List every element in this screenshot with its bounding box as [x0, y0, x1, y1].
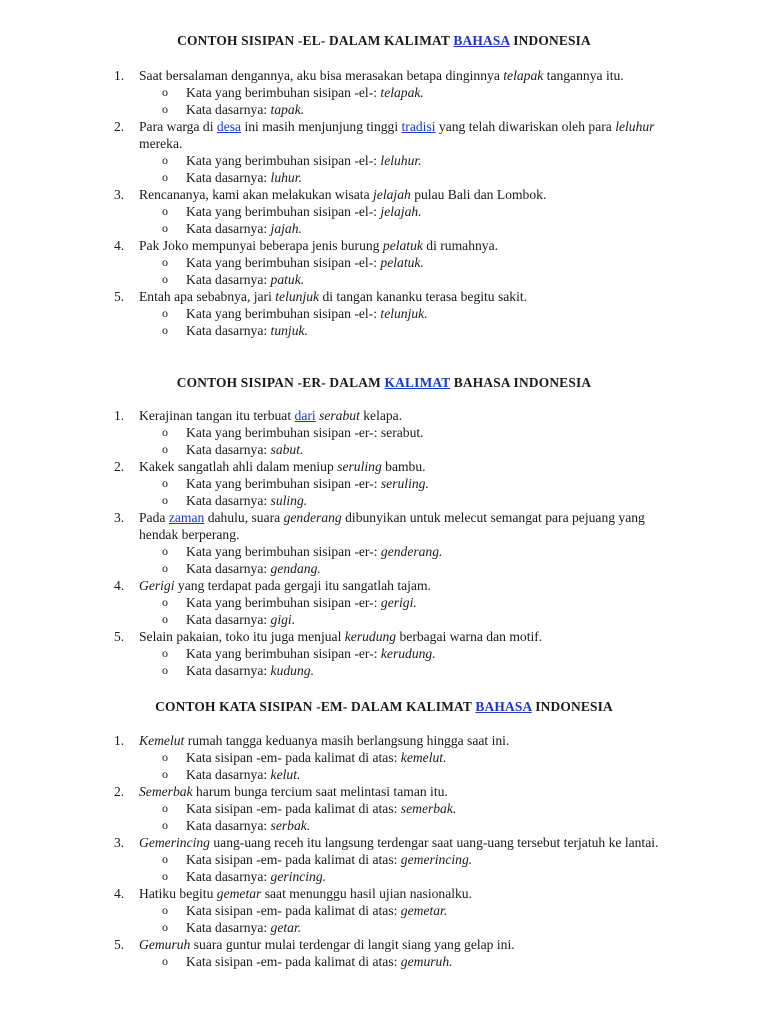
text-run: Kata yang berimbuhan sisipan -er-: [186, 595, 381, 610]
example-sentence [139, 237, 676, 254]
text-run: di rumahnya. [422, 238, 499, 253]
text-run: yang terdapat pada gergaji itu sangatlah tajam. [174, 578, 431, 593]
sub-item [139, 868, 676, 885]
section-heading-el [0, 32, 768, 49]
sub-item [139, 902, 676, 919]
italic-term: tapak. [270, 102, 305, 117]
sub-item [139, 271, 676, 288]
text-run: suara guntur mulai terdengar di langit siang yang gelap ini. [190, 937, 515, 952]
example-sentence [139, 885, 676, 902]
circle-bullet-icon: o [162, 170, 168, 184]
example-sentence [139, 407, 676, 424]
text-run: bambu. [381, 459, 426, 474]
italic-term: pelatuk [382, 238, 423, 253]
text-run: Rencananya, kami akan melakukan wisata [139, 187, 374, 202]
heading-text: CONTOH SISIPAN -ER- DALAM [176, 375, 385, 390]
text-run: rumah tangga keduanya masih berlangsung hingga saat ini. [184, 733, 510, 748]
inline-link[interactable]: dari [294, 408, 316, 423]
sub-list [139, 953, 676, 970]
italic-term: suling. [270, 493, 308, 508]
circle-bullet-icon: o [162, 920, 168, 934]
item-number: 1. [114, 408, 125, 423]
text-run: uang-uang receh itu langsung terdengar saat uang-uang tersebut terjatuh ke lantai. [209, 835, 659, 850]
sub-item [139, 662, 676, 679]
circle-bullet-icon: o [162, 102, 168, 116]
text-run: Kata yang berimbuhan sisipan -el-: [186, 204, 381, 219]
italic-term: gerigi. [380, 595, 417, 610]
list-item [0, 577, 768, 628]
italic-term: gemetar. [400, 903, 448, 918]
item-number: 5. [114, 629, 125, 644]
circle-bullet-icon: o [162, 476, 168, 490]
heading-link-bahasa[interactable]: BAHASA [453, 33, 510, 48]
text-run: Kata dasarnya: [186, 561, 271, 576]
italic-term: telunjuk. [380, 306, 428, 321]
italic-term: Semerbak [139, 784, 193, 799]
text-run: Kata dasarnya: [186, 612, 271, 627]
item-number: 3. [114, 835, 125, 850]
circle-bullet-icon: o [162, 646, 168, 660]
sub-list [139, 800, 676, 834]
example-sentence [139, 509, 676, 543]
text-run: Kata dasarnya: [186, 818, 271, 833]
circle-bullet-icon: o [162, 221, 168, 235]
italic-term: gendang. [270, 561, 321, 576]
circle-bullet-icon: o [162, 544, 168, 558]
text-run: Kata dasarnya: [186, 170, 271, 185]
item-number: 4. [114, 238, 125, 253]
sub-item [139, 441, 676, 458]
text-run: Kata yang berimbuhan sisipan -el-: [186, 306, 381, 321]
italic-term: genderang. [380, 544, 443, 559]
italic-term: gemetar [216, 886, 262, 901]
example-sentence [139, 936, 676, 953]
section-heading-em [0, 698, 768, 715]
italic-term: genderang [283, 510, 342, 525]
italic-term: telunjuk [275, 289, 320, 304]
example-sentence [139, 783, 676, 800]
sub-item [139, 492, 676, 509]
circle-bullet-icon: o [162, 272, 168, 286]
italic-term: Gerigi [139, 578, 175, 593]
text-run: Pada [139, 510, 169, 525]
sub-item [139, 169, 676, 186]
text-run: Kata dasarnya: [186, 221, 271, 236]
italic-term: telapak. [380, 85, 424, 100]
circle-bullet-icon: o [162, 255, 168, 269]
text-run: Selain pakaian, toko itu juga menjual [139, 629, 345, 644]
circle-bullet-icon: o [162, 425, 168, 439]
circle-bullet-icon: o [162, 801, 168, 815]
text-run: Kata dasarnya: [186, 663, 271, 678]
sub-item [139, 645, 676, 662]
sub-list [139, 254, 676, 288]
example-sentence [139, 834, 676, 851]
text-run: tangannya itu. [543, 68, 624, 83]
sub-item [139, 560, 676, 577]
inline-link[interactable]: tradisi [401, 119, 436, 134]
italic-term: pelatuk. [380, 255, 424, 270]
example-sentence [139, 186, 676, 203]
text-run: Kata yang berimbuhan sisipan -el-: [186, 153, 381, 168]
text-run: Kata sisipan -em- pada kalimat di atas: [186, 954, 401, 969]
italic-term: telapak [503, 68, 544, 83]
sub-list [139, 305, 676, 339]
item-number: 4. [114, 578, 125, 593]
text-run: yang telah diwariskan oleh para [435, 119, 616, 134]
circle-bullet-icon: o [162, 954, 168, 968]
example-sentence [139, 118, 676, 152]
text-run: kelapa. [359, 408, 403, 423]
italic-term: seruling. [380, 476, 429, 491]
circle-bullet-icon: o [162, 852, 168, 866]
list-item [0, 936, 768, 970]
sub-list [139, 475, 676, 509]
text-run: Kata dasarnya: [186, 442, 271, 457]
italic-term: kemelut. [400, 750, 447, 765]
heading-text: INDONESIA [531, 699, 613, 714]
item-number: 1. [114, 68, 125, 83]
list-item [0, 509, 768, 577]
sub-item [139, 953, 676, 970]
list-item [0, 67, 768, 118]
heading-link-kalimat[interactable]: KALIMAT [384, 375, 451, 390]
italic-term: seruling [337, 459, 382, 474]
italic-term: leluhur. [380, 153, 422, 168]
list-item [0, 834, 768, 885]
text-run: ini masih menjunjung tinggi [241, 119, 402, 134]
inline-link[interactable]: zaman [168, 510, 205, 525]
italic-term: tunjuk. [270, 323, 308, 338]
list-item [0, 732, 768, 783]
sub-list [139, 594, 676, 628]
circle-bullet-icon: o [162, 493, 168, 507]
sub-item [139, 152, 676, 169]
circle-bullet-icon: o [162, 612, 168, 626]
text-run: Kata dasarnya: [186, 493, 271, 508]
text-run: Kata dasarnya: [186, 920, 271, 935]
item-number: 1. [114, 733, 125, 748]
circle-bullet-icon: o [162, 85, 168, 99]
text-run: harum bunga tercium saat melintasi taman itu. [192, 784, 448, 799]
sub-item [139, 611, 676, 628]
circle-bullet-icon: o [162, 750, 168, 764]
text-run: saat menunggu hasil ujian nasionalku. [261, 886, 472, 901]
sub-item [139, 800, 676, 817]
section-heading-er [0, 374, 768, 391]
list-item [0, 885, 768, 936]
item-number: 4. [114, 886, 125, 901]
italic-term: patuk. [270, 272, 305, 287]
italic-term: gerincing. [270, 869, 327, 884]
heading-text: CONTOH SISIPAN -EL- DALAM KALIMAT [177, 33, 454, 48]
sub-list [139, 424, 676, 458]
example-sentence [139, 67, 676, 84]
list-item [0, 237, 768, 288]
text-run: dahulu, suara [204, 510, 284, 525]
sub-list [139, 749, 676, 783]
sub-item [139, 305, 676, 322]
text-run: Kata yang berimbuhan sisipan -er-: [186, 646, 381, 661]
text-run: Kata yang berimbuhan sisipan -er-: serabut. [186, 425, 424, 440]
text-run: Kata sisipan -em- pada kalimat di atas: [186, 801, 401, 816]
item-number: 2. [114, 459, 125, 474]
italic-term: kudung. [270, 663, 314, 678]
circle-bullet-icon: o [162, 442, 168, 456]
italic-term: Kemelut [139, 733, 185, 748]
circle-bullet-icon: o [162, 869, 168, 883]
list-item [0, 458, 768, 509]
text-run: Saat bersalaman dengannya, aku bisa merasakan betapa dinginnya [139, 68, 504, 83]
sub-item [139, 84, 676, 101]
italic-term: jajah. [270, 221, 302, 236]
text-run: pulau Bali dan Lombok. [410, 187, 547, 202]
circle-bullet-icon: o [162, 306, 168, 320]
example-sentence [139, 577, 676, 594]
circle-bullet-icon: o [162, 595, 168, 609]
italic-term: gemuruh. [400, 954, 453, 969]
sub-list [139, 851, 676, 885]
sub-list [139, 152, 676, 186]
text-run: Kata sisipan -em- pada kalimat di atas: [186, 750, 401, 765]
item-number: 3. [114, 187, 125, 202]
sub-item [139, 254, 676, 271]
italic-term: sabut. [270, 442, 304, 457]
list-sisipan-em [0, 732, 768, 970]
sub-item [139, 851, 676, 868]
sub-list [139, 203, 676, 237]
item-number: 2. [114, 784, 125, 799]
list-item [0, 118, 768, 186]
circle-bullet-icon: o [162, 204, 168, 218]
list-item [0, 288, 768, 339]
sub-item [139, 424, 676, 441]
text-run: Kakek sangatlah ahli dalam meniup [139, 459, 338, 474]
text-run: Kata sisipan -em- pada kalimat di atas: [186, 852, 401, 867]
text-run: Kata dasarnya: [186, 272, 271, 287]
circle-bullet-icon: o [162, 323, 168, 337]
item-number: 5. [114, 937, 125, 952]
text-run: Kata sisipan -em- pada kalimat di atas: [186, 903, 401, 918]
text-run: Kata dasarnya: [186, 767, 271, 782]
list-item [0, 186, 768, 237]
sub-item [139, 475, 676, 492]
text-run: Kata dasarnya: [186, 102, 271, 117]
sub-item [139, 543, 676, 560]
sub-list [139, 645, 676, 679]
list-sisipan-el [0, 67, 768, 339]
sub-list [139, 543, 676, 577]
example-sentence [139, 458, 676, 475]
text-run: mereka. [139, 136, 183, 151]
item-number: 5. [114, 289, 125, 304]
inline-link[interactable]: desa [216, 119, 242, 134]
heading-text: BAHASA INDONESIA [450, 375, 592, 390]
italic-term: jelajah. [380, 204, 422, 219]
text-run: Kata yang berimbuhan sisipan -el-: [186, 255, 381, 270]
sub-list [139, 84, 676, 118]
italic-term: Gemuruh [139, 937, 191, 952]
text-run: dibunyikan untuk melecut semangat para pejuang yang hendak berperang. [139, 510, 645, 542]
text-run: Pak Joko mempunyai beberapa jenis burung [139, 238, 383, 253]
sub-item [139, 919, 676, 936]
circle-bullet-icon: o [162, 663, 168, 677]
text-run: Hatiku begitu [139, 886, 217, 901]
sub-item [139, 749, 676, 766]
italic-term: gigi. [270, 612, 296, 627]
example-sentence [139, 732, 676, 749]
text-run: Kata dasarnya: [186, 869, 271, 884]
italic-term: getar. [270, 920, 302, 935]
italic-term: luhur. [270, 170, 302, 185]
text-run: berbagai warna dan motif. [396, 629, 543, 644]
italic-term: semerbak. [400, 801, 457, 816]
circle-bullet-icon: o [162, 153, 168, 167]
sub-item [139, 594, 676, 611]
circle-bullet-icon: o [162, 903, 168, 917]
item-number: 2. [114, 119, 125, 134]
italic-term: gemerincing. [400, 852, 473, 867]
heading-link-bahasa[interactable]: BAHASA [475, 699, 532, 714]
list-sisipan-er [0, 407, 768, 679]
italic-term: kerudung [344, 629, 397, 644]
italic-term: serbak. [270, 818, 311, 833]
item-number: 3. [114, 510, 125, 525]
italic-term: kelut. [270, 767, 301, 782]
italic-term: jelajah [373, 187, 411, 202]
text-run: Kerajinan tangan itu terbuat [139, 408, 295, 423]
sub-item [139, 220, 676, 237]
example-sentence [139, 628, 676, 645]
sub-item [139, 322, 676, 339]
sub-list [139, 902, 676, 936]
text-run: Entah apa sebabnya, jari [139, 289, 276, 304]
text-run: Para warga di [139, 119, 217, 134]
heading-text: CONTOH KATA SISIPAN -EM- DALAM KALIMAT [155, 699, 476, 714]
circle-bullet-icon: o [162, 561, 168, 575]
list-item [0, 407, 768, 458]
text-run: Kata dasarnya: [186, 323, 271, 338]
text-run: Kata yang berimbuhan sisipan -er-: [186, 544, 381, 559]
circle-bullet-icon: o [162, 767, 168, 781]
text-run: Kata yang berimbuhan sisipan -er-: [186, 476, 381, 491]
italic-term: serabut [319, 408, 360, 423]
sub-item [139, 203, 676, 220]
sub-item [139, 766, 676, 783]
example-sentence [139, 288, 676, 305]
italic-term: Gemerincing [139, 835, 210, 850]
list-item [0, 628, 768, 679]
italic-term: leluhur [615, 119, 655, 134]
heading-text: INDONESIA [509, 33, 591, 48]
sub-item [139, 101, 676, 118]
circle-bullet-icon: o [162, 818, 168, 832]
text-run: Kata yang berimbuhan sisipan -el-: [186, 85, 381, 100]
sub-item [139, 817, 676, 834]
italic-term: kerudung. [380, 646, 436, 661]
list-item [0, 783, 768, 834]
text-run: di tangan kananku terasa begitu sakit. [319, 289, 528, 304]
